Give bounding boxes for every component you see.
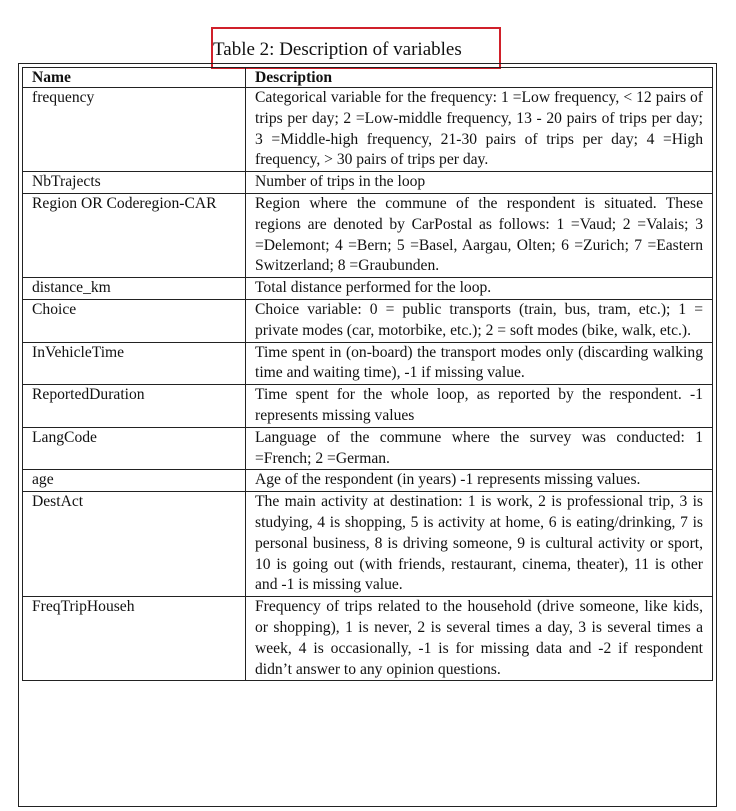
variable-name: NbTrajects	[23, 172, 246, 194]
table-row	[23, 597, 713, 681]
table-row	[23, 88, 713, 172]
variable-name: InVehicleTime	[23, 342, 246, 385]
table-row	[23, 172, 713, 194]
variable-name: FreqTripHouseh	[23, 597, 246, 681]
variable-description: Categorical variable for the frequency: 1 =Low frequency, < 12 pairs of trips per day; 2 =Low-middle frequency, 13 - 20 pairs of trips per day; 3 =Middle-high frequency, 21-30 pairs of trips per day; 4 =High frequency, > 30 pairs of trips per day.	[246, 88, 713, 172]
table-row	[23, 299, 713, 342]
variable-name: DestAct	[23, 492, 246, 597]
table-row	[23, 492, 713, 597]
variable-name: age	[23, 470, 246, 492]
variable-description: Language of the commune where the survey was conducted: 1 =French; 2 =German.	[246, 427, 713, 470]
table-row	[23, 427, 713, 470]
variable-name: frequency	[23, 88, 246, 172]
table-row	[23, 385, 713, 428]
variable-description: Time spent for the whole loop, as reported by the respondent. -1 represents missing values	[246, 385, 713, 428]
table-row	[23, 470, 713, 492]
table-row	[23, 193, 713, 277]
variable-name: Region OR Coderegion-CAR	[23, 193, 246, 277]
variable-description: Region where the commune of the respondent is situated. These regions are denoted by CarPostal as follows: 1 =Vaud; 2 =Valais; 3 =Delemont; 4 =Bern; 5 =Basel, Aargau, Olten; 6 =Zurich; 7 =Eastern Switzerland; 8 =Graubunden.	[246, 193, 713, 277]
variables-table	[22, 67, 713, 681]
variable-description: Frequency of trips related to the household (drive someone, like kids, or shopping), 1 is never, 2 is several times a day, 3 is several times a week, 4 is occasionally, -1 is for missing data and -2 if respondent didn’t answer to any opinion questions.	[246, 597, 713, 681]
variable-description: Age of the respondent (in years) -1 represents missing values.	[246, 470, 713, 492]
variable-name: Choice	[23, 299, 246, 342]
variable-name: ReportedDuration	[23, 385, 246, 428]
header-name: Name	[23, 68, 246, 88]
variable-description: Total distance performed for the loop.	[246, 278, 713, 300]
variable-description: Number of trips in the loop	[246, 172, 713, 194]
variable-description: The main activity at destination: 1 is work, 2 is professional trip, 3 is studying, 4 is shopping, 5 is activity at home, 6 is eating/drinking, 7 is personal business, 8 is driving someone, 9 is cultural activity or sport, 10 is going out (with friends, restaurant, cinema, theater), 11 is other and -1 is missing value.	[246, 492, 713, 597]
header-description: Description	[246, 68, 713, 88]
variables-table-frame	[18, 63, 717, 807]
table-row	[23, 278, 713, 300]
table-header-row	[23, 68, 713, 88]
table-row	[23, 342, 713, 385]
variable-name: distance_km	[23, 278, 246, 300]
variable-name: LangCode	[23, 427, 246, 470]
table-caption: Table 2: Description of variables	[213, 39, 462, 60]
variable-description: Time spent in (on-board) the transport modes only (discarding walking time and waiting time), -1 if missing value.	[246, 342, 713, 385]
variable-description: Choice variable: 0 = public transports (train, bus, tram, etc.); 1 = private modes (car, motorbike, etc.); 2 = soft modes (bike, walk, etc.).	[246, 299, 713, 342]
